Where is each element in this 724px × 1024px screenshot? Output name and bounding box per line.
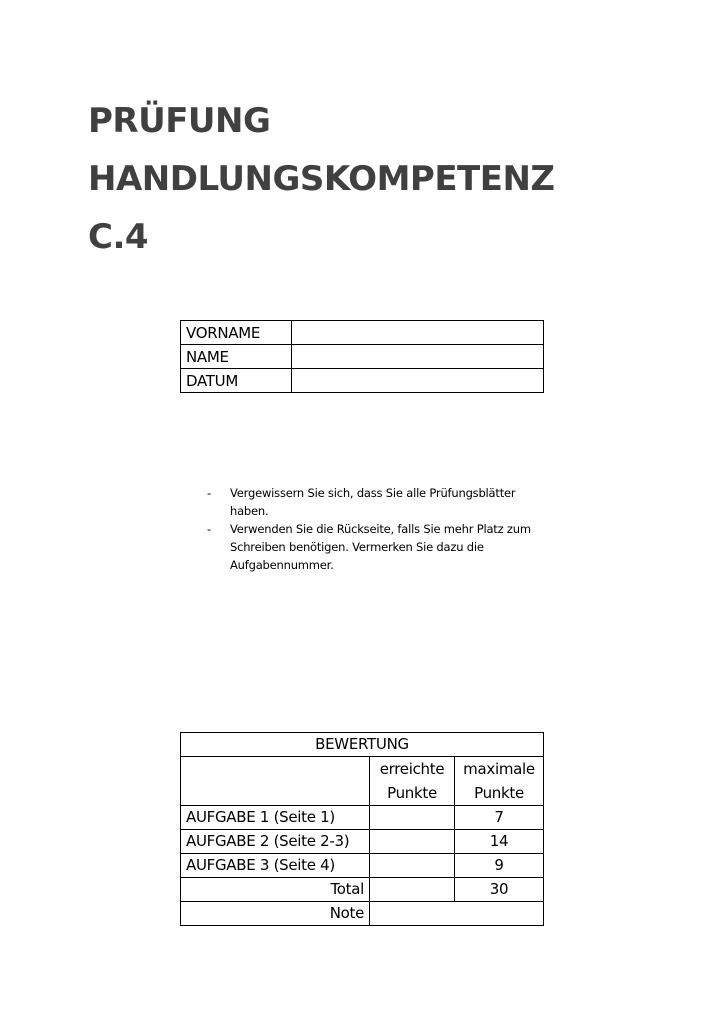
title-line-2: HANDLUNGSKOMPETENZ [88,159,555,199]
total-achieved-field[interactable] [370,878,455,902]
datum-label: DATUM [181,369,292,393]
name-field[interactable] [292,345,544,369]
info-row-name [181,345,544,369]
grade-row [181,902,544,926]
grading-heading-row [181,733,544,757]
task-label: AUFGABE 1 (Seite 1) [181,806,370,830]
info-row-datum [181,369,544,393]
max-header-line-2: Punkte [474,784,524,802]
grading-table [180,732,544,926]
achieved-header-line-1: erreichte [379,760,445,778]
vorname-label: VORNAME [181,321,292,345]
task-label: AUFGABE 2 (Seite 2-3) [181,830,370,854]
grading-column-header-row [181,757,544,806]
task-achieved-field[interactable] [370,830,455,854]
task-max-points: 14 [455,830,544,854]
task-achieved-field[interactable] [370,806,455,830]
instruction-text: Vergewissern Sie sich, dass Sie alle Prüfungsblätter haben. [230,486,516,518]
instruction-item [207,484,537,520]
total-max-points: 30 [455,878,544,902]
name-label: NAME [181,345,292,369]
task-row [181,830,544,854]
total-label: Total [181,878,370,902]
task-row [181,854,544,878]
vorname-field[interactable] [292,321,544,345]
max-points-header [455,757,544,806]
achieved-header-line-2: Punkte [387,784,437,802]
personal-info-table [180,320,544,393]
total-row [181,878,544,902]
task-row [181,806,544,830]
max-header-line-1: maximale [463,760,535,778]
grade-label: Note [181,902,370,926]
bullet-dash: - [207,486,211,500]
task-max-points: 9 [455,854,544,878]
title-line-3: C.4 [88,217,149,257]
task-max-points: 7 [455,806,544,830]
datum-field[interactable] [292,369,544,393]
info-row-vorname [181,321,544,345]
achieved-points-header [370,757,455,806]
instructions-list [207,484,537,574]
title-line-1: PRÜFUNG [88,101,271,141]
grade-field[interactable] [370,902,544,926]
instruction-text: Verwenden Sie die Rückseite, falls Sie mehr Platz zum Schreiben benötigen. Vermerken Sie dazu die Aufgabennummer. [230,522,531,572]
grading-heading: BEWERTUNG [181,733,544,757]
bullet-dash: - [207,522,211,536]
task-label: AUFGABE 3 (Seite 4) [181,854,370,878]
instruction-item [207,520,537,574]
task-achieved-field[interactable] [370,854,455,878]
page-title [88,92,555,266]
grading-header-empty [181,757,370,806]
